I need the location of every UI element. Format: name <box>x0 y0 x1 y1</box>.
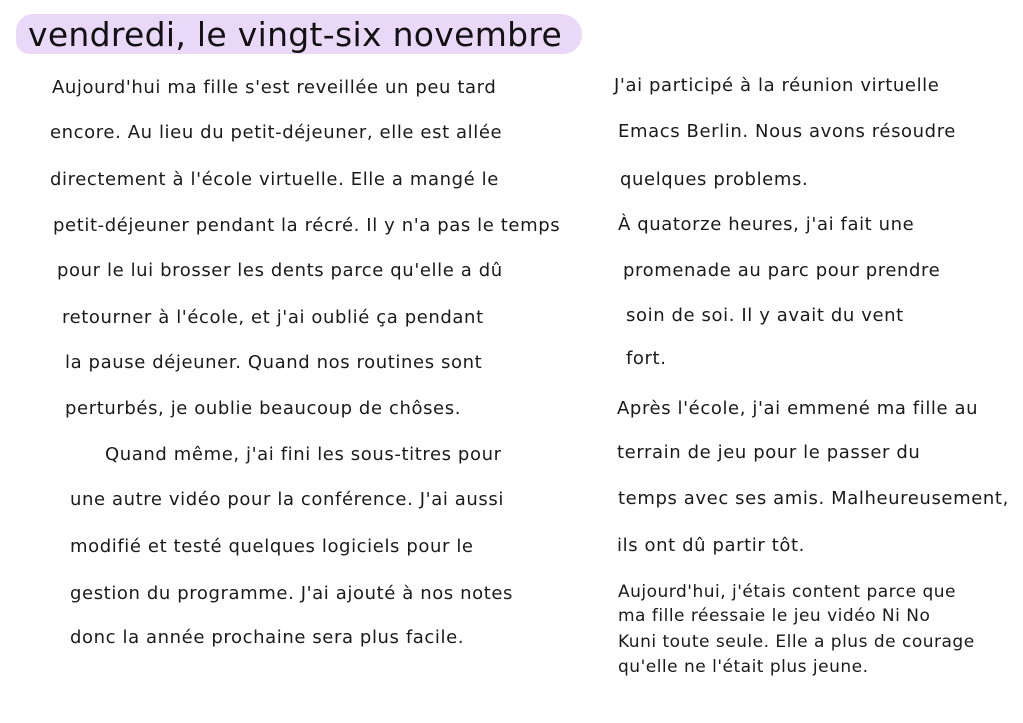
left-line: gestion du programme. J'ai ajouté à nos notes <box>70 583 514 604</box>
right-line: temps avec ses amis. Malheureusement, <box>618 488 1009 509</box>
right-line: Aujourd'hui, j'étais content parce que <box>618 582 957 602</box>
right-line: Kuni toute seule. Elle a plus de courage <box>618 632 975 652</box>
right-line: À quatorze heures, j'ai fait une <box>618 214 915 235</box>
left-line: pour le lui brosser les dents parce qu'elle a dû <box>57 260 503 281</box>
right-line: terrain de jeu pour le passer du <box>617 442 921 463</box>
left-line: petit-déjeuner pendant la récré. Il y n'a pas le temps <box>53 215 561 236</box>
left-line: une autre vidéo pour la conférence. J'ai aussi <box>70 489 504 510</box>
left-line: retourner à l'école, et j'ai oublié ça pendant <box>62 307 484 328</box>
left-line: Aujourd'hui ma fille s'est reveillée un peu tard <box>52 77 497 98</box>
right-line: promenade au parc pour prendre <box>623 260 941 281</box>
right-line: Après l'école, j'ai emmené ma fille au <box>617 398 979 419</box>
left-line: modifié et testé quelques logiciels pour le <box>70 536 474 557</box>
left-line: directement à l'école virtuelle. Elle a mangé le <box>50 169 499 190</box>
right-line: qu'elle ne l'était plus jeune. <box>618 657 869 677</box>
right-line: Emacs Berlin. Nous avons résoudre <box>618 121 956 142</box>
right-line: quelques problems. <box>620 169 809 190</box>
left-line: perturbés, je oublie beaucoup de chôses. <box>65 398 462 419</box>
right-line: soin de soi. Il y avait du vent <box>626 305 904 326</box>
page-title: vendredi, le vingt-six novembre <box>28 15 563 54</box>
left-line: donc la année prochaine sera plus facile. <box>70 627 465 648</box>
right-line: J'ai participé à la réunion virtuelle <box>614 75 940 96</box>
left-line: encore. Au lieu du petit-déjeuner, elle est allée <box>50 122 503 143</box>
right-line: ils ont dû partir tôt. <box>617 535 805 556</box>
left-line: la pause déjeuner. Quand nos routines sont <box>65 352 483 373</box>
right-line: fort. <box>626 348 667 369</box>
right-line: ma fille réessaie le jeu vidéo Ni No <box>618 606 931 626</box>
left-line: Quand même, j'ai fini les sous-titres pour <box>105 444 502 465</box>
